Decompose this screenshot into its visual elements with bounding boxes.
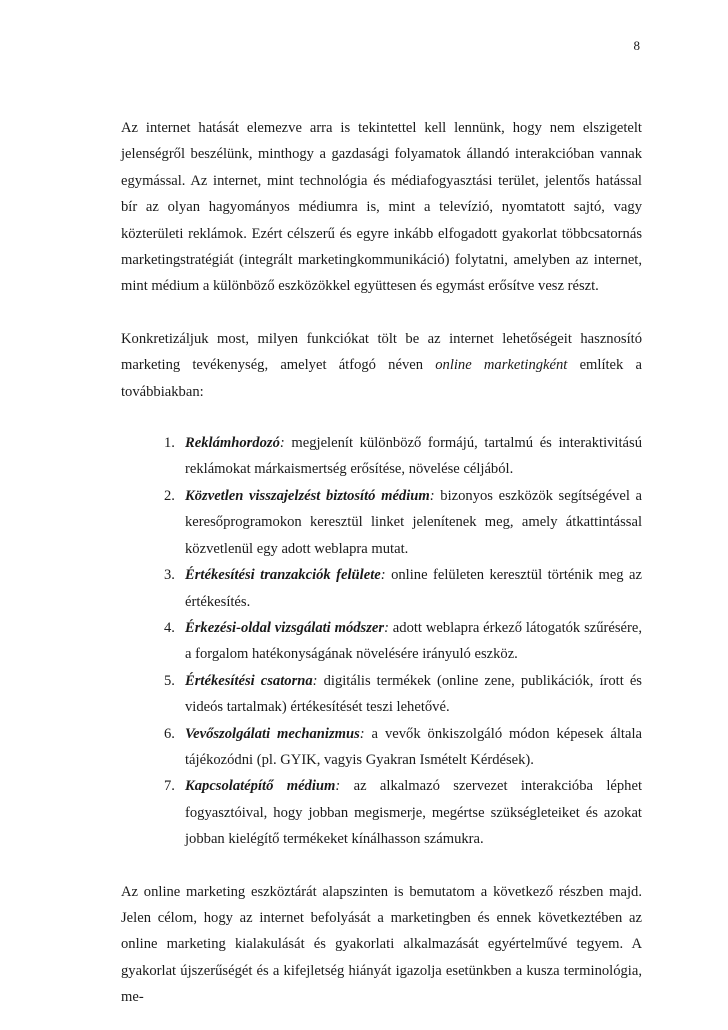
- list-item-text: digitális termékek (online zene, publikációk, írott és videós tartalmak) értékesítését teszi lehetővé.: [185, 672, 642, 716]
- page-content: [121, 115, 642, 1011]
- page-number: 8: [633, 38, 640, 53]
- list-item-term: Érkezési-oldal vizsgálati módszer: [185, 619, 385, 636]
- list-item-number: 2.: [164, 487, 175, 504]
- list-item-number: 5.: [164, 672, 175, 689]
- list-item-term: Közvetlen visszajelzést biztosító médium: [185, 487, 430, 504]
- list-item: 3. Értékesítési tranzakciók felülete: online felületen keresztül történik meg az értékesítés.: [121, 562, 642, 615]
- list-item: 7. Kapcsolatépítő médium: az alkalmazó szervezet interakcióba léphet fogyasztóival, hogy jobban megismerje, megértse szükségleteiket és azokat jobban kielégítő termékeket kínálhasson számukra.: [121, 773, 642, 852]
- intro-text-before: Konkretizáljuk most, milyen funkciókat tölt be az internet lehetőségeit hasznosító marketing tevékenység, amelyet átfogó néven: [121, 330, 642, 374]
- paragraph-internet-impact: Az internet hatását elemezve arra is tekintettel kell lennünk, hogy nem elszigetelt jelenségről beszélünk, minthogy a gazdasági folyamatok állandó interakcióban vannak egymással. Az internet, mint technológia és médiafogyasztási terület, jelentős hatással bír az olyan hagyományos médiumra is, mint a televízió, nyomtatott sajtó, vagy közterületi reklámok. Ezért célszerű és egyre inkább elfogadott gyakorlat többcsatornás marketingstratégiát (integrált marketingkommunikáció) folytatni, amelyben az internet, mint médium a különböző eszközökkel együttesen és egymást erősítve vesz részt.: [121, 120, 642, 295]
- paragraph-closing: Az online marketing eszköztárát alapszinten is bemutatom a következő részben majd. Jelen célom, hogy az internet befolyását a marketingben és ennek következtében az online marketing kialakulását és gyakorlati alkalmazását egyértelművé tegyem. A gyakorlat újszerűségét és a kifejletség hiányát igazolja esetünkben a kusza terminológia, me-: [121, 883, 642, 1006]
- list-item-term: Vevőszolgálati mechanizmus: [185, 725, 360, 742]
- list-item-number: 7.: [164, 778, 175, 795]
- list-item-text: a vevők önkiszolgáló módon képesek általa tájékozódni (pl. GYIK, vagyis Gyakran Ismételt Kérdések).: [185, 725, 642, 768]
- list-item: 2. Közvetlen visszajelzést biztosító médium: bizonyos eszközök segítségével a keresőprogramokon keresztül linket jelenítenek meg, amely átkattintással közvetlenül egy adott weblapra mutat.: [121, 483, 642, 562]
- list-item-term: Kapcsolatépítő médium: [185, 778, 336, 795]
- list-item-term: Értékesítési tranzakciók felülete: [185, 567, 381, 584]
- list-item-number: 3.: [164, 567, 175, 584]
- list-item-number: 1.: [164, 435, 175, 452]
- list-item-text: online felületen keresztül történik meg az értékesítés.: [185, 567, 642, 610]
- list-item-term: Reklámhordozó: [185, 435, 280, 452]
- list-item: 5. Értékesítési csatorna: digitális termékek (online zene, publikációk, írott és videós tartalmak) értékesítését teszi lehetővé.: [121, 668, 642, 721]
- paragraph-functions-intro: [121, 326, 642, 405]
- list-item: 6. Vevőszolgálati mechanizmus: a vevők önkiszolgáló módon képesek általa tájékozódni (pl. GYIK, vagyis Gyakran Ismételt Kérdések).: [121, 721, 642, 774]
- functions-list: [121, 430, 642, 853]
- list-item-number: 4.: [164, 619, 175, 636]
- list-item-text: az alkalmazó szervezet interakcióba léphet fogyasztóival, hogy jobban megismerje, megértse szükségleteiket és azokat jobban kielégítő termékeket kínálhasson számukra.: [185, 778, 642, 848]
- list-item: 1. Reklámhordozó: megjelenít különböző formájú, tartalmú és interaktivitású reklámokat márkaismertség erősítése, növelése céljából.: [121, 430, 642, 483]
- list-item-text: adott weblapra érkező látogatók szűrésére, a forgalom hatékonyságának növelésére irányuló eszköz.: [185, 619, 643, 663]
- list-item-text: megjelenít különböző formájú, tartalmú és interaktivitású reklámokat márkaismertség erősítése, növelése céljából.: [185, 435, 642, 478]
- list-item-term: Értékesítési csatorna: [185, 672, 313, 689]
- intro-text-after: említek a továbbiakban:: [121, 357, 642, 400]
- list-item: 4. Érkezési-oldal vizsgálati módszer: adott weblapra érkező látogatók szűrésére, a forgalom hatékonyságának növelésére irányuló eszköz.: [121, 615, 642, 668]
- list-item-text: bizonyos eszközök segítségével a keresőprogramokon keresztül linket jelenítenek meg, amely átkattintással közvetlenül egy adott weblapra mutat.: [185, 487, 643, 557]
- list-item-number: 6.: [164, 725, 175, 742]
- intro-emphasis: online marketingként: [435, 357, 568, 374]
